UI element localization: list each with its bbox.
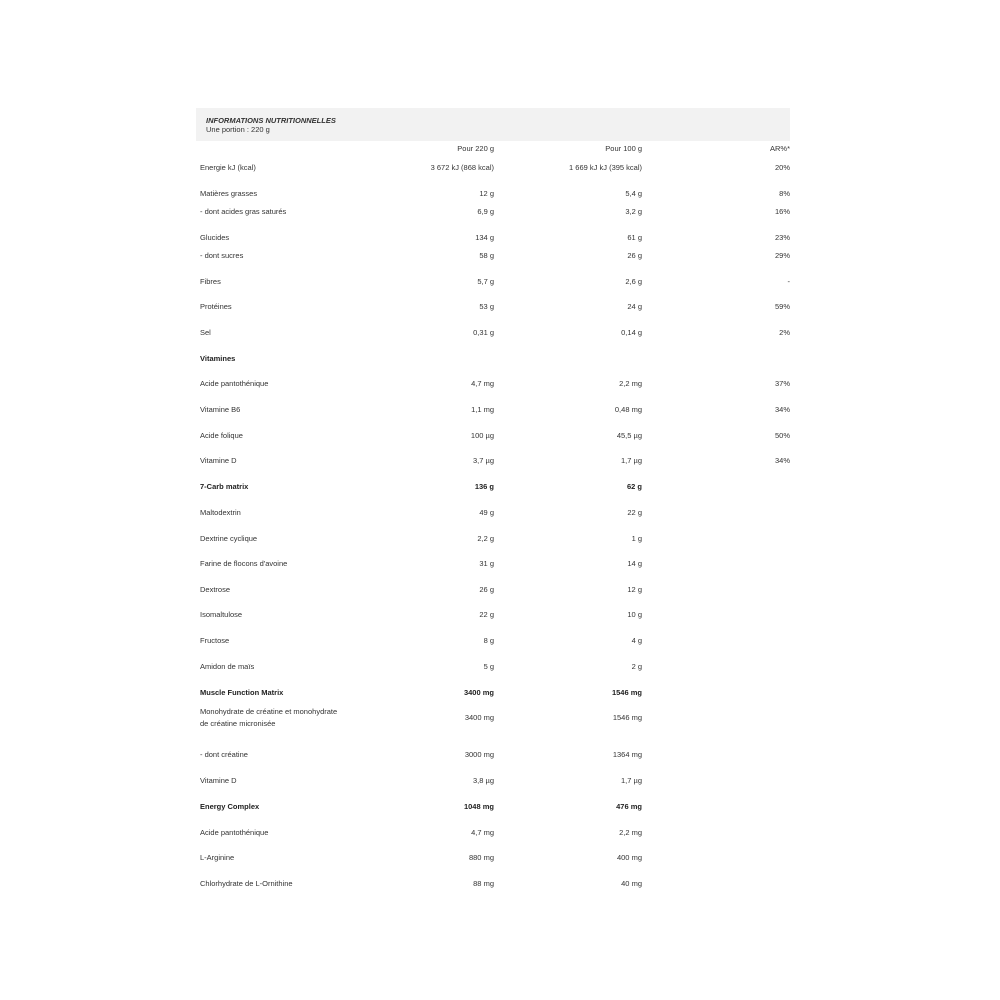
value-ar: 8%	[779, 189, 790, 198]
value-per-serving: 26 g	[479, 585, 494, 594]
row-label: Muscle Function Matrix	[200, 688, 284, 697]
value-per-serving: 22 g	[479, 610, 494, 619]
row-label: Vitamine B6	[200, 405, 241, 414]
row-label: Fructose	[200, 636, 230, 645]
value-per-100g: 26 g	[627, 251, 642, 260]
value-per-100g: 2,2 mg	[619, 828, 642, 837]
value-per-100g: 40 mg	[621, 879, 642, 888]
value-per-serving: 8 g	[483, 636, 494, 645]
nutrition-table	[196, 108, 790, 888]
table-title: INFORMATIONS NUTRITIONNELLES	[206, 116, 336, 125]
row-label: Energie kJ (kcal)	[200, 163, 256, 172]
row-label: Dextrine cyclique	[200, 534, 258, 543]
value-per-100g: 0,14 g	[621, 328, 642, 337]
row-label: Sel	[200, 328, 211, 337]
value-per-serving: 31 g	[479, 559, 494, 568]
value-per-serving: 1,1 mg	[471, 405, 494, 414]
row-label: Vitamine D	[200, 456, 237, 465]
value-ar: 2%	[779, 328, 790, 337]
value-per-serving: 53 g	[479, 302, 494, 311]
row-label: L-Arginine	[200, 853, 235, 862]
value-per-100g: 24 g	[627, 302, 642, 311]
value-per-serving: 3 672 kJ (868 kcal)	[430, 163, 494, 172]
value-per-serving: 12 g	[479, 189, 494, 198]
row-label: Acide pantothénique	[200, 828, 269, 837]
value-per-serving: 3,7 µg	[472, 456, 494, 465]
row-label: Farine de flocons d'avoine	[200, 559, 288, 568]
value-per-100g: 2,2 mg	[619, 379, 642, 388]
value-per-serving: 58 g	[479, 251, 494, 260]
value-per-100g: 61 g	[627, 233, 642, 242]
value-per-100g: 5,4 g	[625, 189, 642, 198]
row-label: Amidon de maïs	[200, 662, 255, 671]
col-ar: AR%*	[769, 144, 790, 153]
value-per-serving: 5 g	[483, 662, 494, 671]
value-per-100g: 0,48 mg	[614, 405, 642, 414]
value-per-100g: 1 g	[631, 534, 642, 543]
row-label: Vitamine D	[200, 776, 237, 785]
value-per-100g: 1546 mg	[611, 688, 642, 697]
value-per-serving: 136 g	[474, 482, 494, 491]
value-per-serving: 6,9 g	[477, 207, 494, 216]
row-label: Acide folique	[200, 431, 243, 440]
value-per-serving: 88 mg	[473, 879, 494, 888]
value-ar: 34%	[774, 405, 790, 414]
row-label: Matières grasses	[200, 189, 258, 198]
value-per-100g: 2,6 g	[625, 277, 642, 286]
table-body	[196, 108, 790, 908]
row-label: Protéines	[200, 302, 232, 311]
value-ar: 29%	[774, 251, 790, 260]
value-ar: 37%	[774, 379, 790, 388]
row-label: Glucides	[200, 233, 230, 242]
value-per-100g: 4 g	[631, 636, 642, 645]
value-per-100g: 62 g	[626, 482, 642, 491]
value-ar: 34%	[774, 456, 790, 465]
value-per-100g: 1546 mg	[612, 713, 642, 722]
value-per-100g: 12 g	[627, 585, 642, 594]
value-per-serving: 2,2 g	[477, 534, 494, 543]
value-ar: -	[787, 277, 790, 286]
row-label: Maltodextrin	[200, 508, 241, 517]
value-per-serving: 1048 mg	[463, 802, 494, 811]
value-ar: 23%	[774, 233, 790, 242]
row-label: Chlorhydrate de L-Ornithine	[200, 879, 293, 888]
value-per-100g: 1364 mg	[612, 750, 642, 759]
row-label: Vitamines	[200, 354, 236, 363]
row-label: - dont sucres	[200, 251, 244, 260]
value-per-100g: 14 g	[627, 559, 642, 568]
value-per-serving: 134 g	[475, 233, 494, 242]
value-per-serving: 0,31 g	[473, 328, 494, 337]
value-per-serving: 3000 mg	[464, 750, 494, 759]
value-per-serving: 4,7 mg	[471, 828, 494, 837]
value-per-serving: 100 µg	[470, 431, 494, 440]
value-per-100g: 476 mg	[616, 802, 642, 811]
row-label: Monohydrate de créatine et monohydrate	[200, 707, 338, 716]
row-label: Energy Complex	[200, 802, 260, 811]
value-ar: 59%	[774, 302, 790, 311]
value-per-serving: 5,7 g	[477, 277, 494, 286]
value-per-100g: 1 669 kJ kJ (395 kcal)	[569, 163, 642, 172]
value-per-100g: 1,7 µg	[620, 776, 642, 785]
value-per-100g: 22 g	[627, 508, 642, 517]
value-per-serving: 3,8 µg	[472, 776, 494, 785]
value-per-100g: 400 mg	[616, 853, 642, 862]
col-per-serving: Pour 220 g	[457, 144, 494, 153]
row-label: - dont créatine	[200, 750, 248, 759]
row-label: - dont acides gras saturés	[200, 207, 287, 216]
row-label: Fibres	[200, 277, 221, 286]
row-label: Dextrose	[200, 585, 231, 594]
portion-size: Une portion : 220 g	[206, 125, 270, 134]
row-label: Isomaltulose	[200, 610, 243, 619]
row-label: Acide pantothénique	[200, 379, 269, 388]
value-per-100g: 1,7 µg	[620, 456, 642, 465]
value-per-100g: 10 g	[627, 610, 642, 619]
value-per-100g: 3,2 g	[625, 207, 642, 216]
col-per-100g: Pour 100 g	[605, 144, 642, 153]
row-label-continued: de créatine micronisée	[200, 719, 276, 728]
value-per-serving: 880 mg	[468, 853, 494, 862]
row-label: 7-Carb matrix	[200, 482, 249, 491]
value-per-serving: 49 g	[479, 508, 494, 517]
value-ar: 16%	[774, 207, 790, 216]
value-per-100g: 2 g	[631, 662, 642, 671]
value-per-serving: 4,7 mg	[471, 379, 494, 388]
value-per-serving: 3400 mg	[463, 688, 494, 697]
value-per-100g: 45,5 µg	[616, 431, 642, 440]
value-ar: 20%	[774, 163, 790, 172]
value-ar: 50%	[774, 431, 790, 440]
value-per-serving: 3400 mg	[464, 713, 494, 722]
